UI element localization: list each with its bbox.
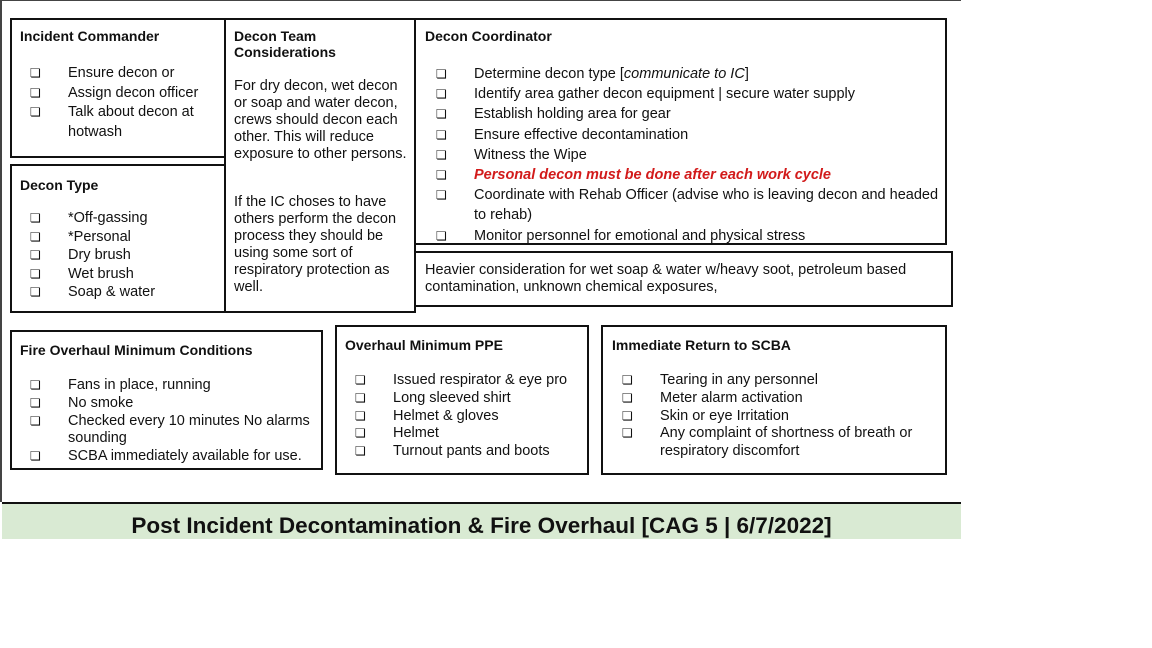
checkbox-icon: ❏ <box>30 266 41 281</box>
checkbox-icon: ❏ <box>436 127 447 142</box>
return-scba-list <box>622 372 942 461</box>
overhaul-ppe-title: Overhaul Minimum PPE <box>345 337 503 353</box>
list-item: ❏ Soap & water <box>30 284 156 300</box>
list-item: ❏ Ensure effective decontamination <box>436 125 941 145</box>
decon-alert-text: Personal decon must be done after each work cycle <box>474 167 831 184</box>
decon-type-list <box>30 209 222 302</box>
decon-team-paragraph-2: If the IC choses to have others perform the decon process they should be using some sort of respiratory protection as well. <box>234 194 397 295</box>
checkbox-icon: ❏ <box>622 373 633 387</box>
return-scba-box <box>601 325 947 475</box>
fire-overhaul-list <box>30 377 320 466</box>
list-item: ❏ Witness the Wipe <box>436 145 941 165</box>
checkbox-icon: ❏ <box>30 285 41 299</box>
checkbox-icon: ❏ <box>355 444 366 459</box>
list-item: ❏ Skin or eye Irritation <box>622 407 789 424</box>
return-scba-title: Immediate Return to SCBA <box>612 337 791 353</box>
decon-coordinator-list <box>436 64 941 246</box>
list-item: ❏ Determine decon type [communicate to IC] <box>436 64 941 84</box>
checkbox-icon: ❏ <box>30 449 41 464</box>
list-item: ❏ Any complaint of shortness of breath or respiratory discomfort <box>622 425 913 460</box>
checkbox-icon: ❏ <box>30 413 41 428</box>
checkbox-icon: ❏ <box>355 373 366 387</box>
checkbox-icon: ❏ <box>30 395 41 410</box>
checkbox-icon: ❏ <box>436 168 447 183</box>
footer-title-band <box>2 502 961 539</box>
checkbox-icon: ❏ <box>436 67 447 81</box>
checkbox-icon: ❏ <box>436 188 447 203</box>
document-title: Post Incident Decontamination & Fire Overhaul [CAG 5 | 6/7/2022] <box>131 513 832 538</box>
checkbox-icon: ❏ <box>30 248 41 262</box>
decon-coordinator-title: Decon Coordinator <box>425 28 552 44</box>
list-item: ❏ SCBA immediately available for use. <box>30 448 302 465</box>
list-item: ❏ Identify area gather decon equipment | secure water supply <box>436 84 941 104</box>
list-item: ❏ Coordinate with Rehab Officer (advise who is leaving decon and headed to rehab) <box>436 187 939 224</box>
list-item: ❏ Turnout pants and boots <box>355 443 550 460</box>
decon-type-title: Decon Type <box>20 177 99 193</box>
heavier-consideration-box <box>414 251 953 307</box>
checkbox-icon: ❏ <box>355 426 366 441</box>
checkbox-icon: ❏ <box>622 426 633 441</box>
list-item: ❏ Ensure decon or <box>30 64 222 84</box>
checkbox-icon: ❏ <box>30 378 41 392</box>
list-item: ❏ Talk about decon at hotwash <box>30 104 194 140</box>
checkbox-icon: ❏ <box>436 147 447 162</box>
page-top-border <box>0 0 961 1</box>
heavier-consideration-text: Heavier consideration for wet soap & water w/heavy soot, petroleum based contamination, unknown chemical exposures, <box>425 262 907 295</box>
list-item: ❏ Helmet & gloves <box>355 407 499 424</box>
list-item: ❏ Checked every 10 minutes No alarms sounding <box>30 412 310 447</box>
list-item: ❏ Establish holding area for gear <box>436 104 941 124</box>
decon-team-box <box>224 18 416 313</box>
list-item: ❏ Meter alarm activation <box>622 389 803 406</box>
incident-commander-box <box>10 18 226 158</box>
decon-team-title: Decon Team Considerations <box>234 28 336 60</box>
list-item: ❏ Monitor personnel for emotional and physical stress <box>436 226 941 246</box>
fire-overhaul-box <box>10 330 323 470</box>
incident-commander-title: Incident Commander <box>20 28 160 44</box>
list-item: ❏ Dry brush <box>30 247 131 263</box>
fire-overhaul-title: Fire Overhaul Minimum Conditions <box>20 342 253 358</box>
checkbox-icon: ❏ <box>30 66 41 80</box>
checkbox-icon: ❏ <box>30 229 41 244</box>
list-item: ❏ Helmet <box>355 425 439 442</box>
list-item <box>436 165 941 185</box>
checkbox-icon: ❏ <box>622 390 633 405</box>
list-item: ❏ Fans in place, running <box>30 377 211 393</box>
checkbox-icon: ❏ <box>355 390 366 405</box>
checkbox-icon: ❏ <box>622 408 633 423</box>
list-item: ❏ Assign decon officer <box>30 84 222 104</box>
decon-team-paragraph-1: For dry decon, wet decon or soap and water decon, crews should decon each other. This will reduce exposure to other persons. <box>234 78 407 162</box>
overhaul-ppe-box <box>335 325 589 475</box>
decon-coordinator-box <box>414 18 947 245</box>
overhaul-ppe-list <box>355 372 585 461</box>
list-item: ❏ Wet brush <box>30 265 134 282</box>
checkbox-icon: ❏ <box>30 105 41 120</box>
checkbox-icon: ❏ <box>30 211 41 225</box>
list-item: ❏ *Personal <box>30 228 131 245</box>
incident-commander-list <box>30 64 222 142</box>
list-item: ❏ Issued respirator & eye pro <box>355 372 568 388</box>
checkbox-icon: ❏ <box>30 85 41 100</box>
checkbox-icon: ❏ <box>436 107 447 122</box>
decon-type-box <box>10 164 226 313</box>
checkbox-icon: ❏ <box>436 228 447 243</box>
list-item: ❏ *Off-gassing <box>30 210 148 226</box>
list-item: ❏ Tearing in any personnel <box>622 372 818 388</box>
list-item: ❏ Long sleeved shirt <box>355 389 511 406</box>
list-item: ❏ No smoke <box>30 394 134 411</box>
checkbox-icon: ❏ <box>436 87 447 102</box>
checkbox-icon: ❏ <box>355 408 366 423</box>
page-left-border <box>0 0 2 502</box>
